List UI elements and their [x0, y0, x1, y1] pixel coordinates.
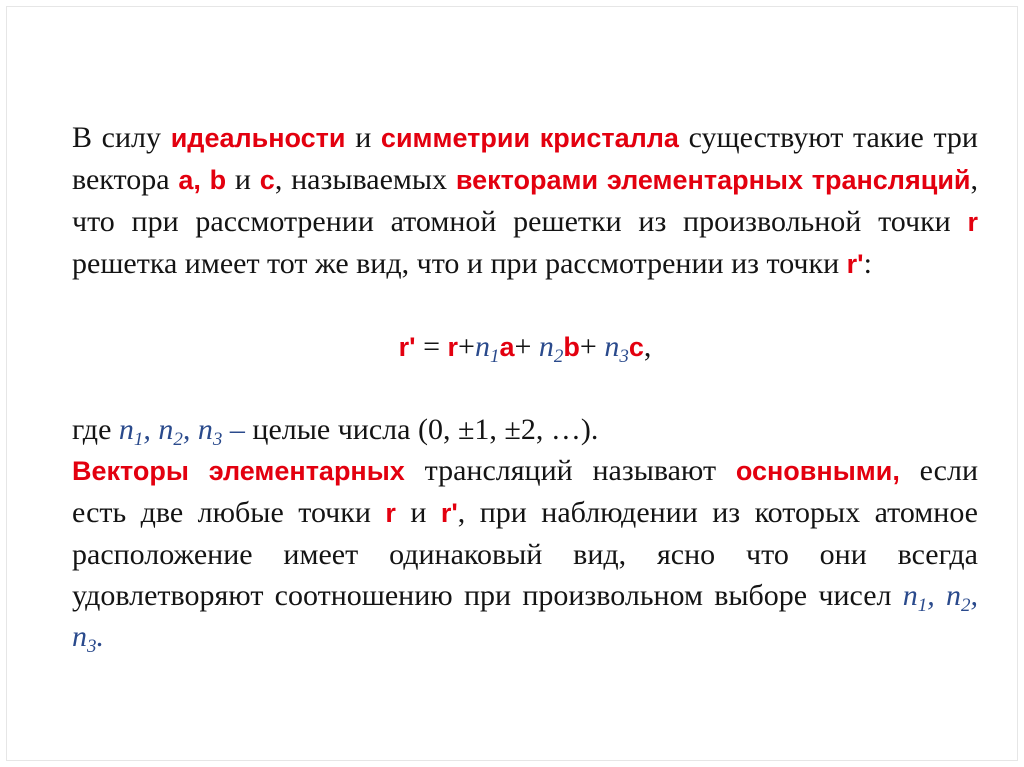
- formula-r: r: [447, 332, 459, 362]
- paragraph-integers: [72, 409, 978, 450]
- var-n2: n: [158, 413, 174, 446]
- separator: ,: [927, 579, 947, 612]
- formula-plus: +: [458, 330, 475, 363]
- term-crystal-symmetry: симметрии кристалла: [380, 123, 679, 153]
- formula-equals: =: [415, 330, 448, 363]
- text: и: [395, 496, 441, 529]
- separator: ,: [143, 413, 159, 446]
- text: [201, 163, 210, 196]
- formula-translation: [72, 326, 978, 368]
- text: трансляций называют: [404, 454, 736, 487]
- text: , называемых: [274, 163, 456, 196]
- paragraph-basic-vectors: [72, 450, 978, 657]
- formula-n2: n: [538, 330, 554, 363]
- formula-n2-sub: 2: [553, 346, 564, 367]
- term-basic: основными,: [735, 456, 900, 486]
- text: целые числа (0, ±1, ±2, …).: [252, 413, 599, 446]
- formula-a: a: [499, 332, 515, 362]
- formula-n1-sub: 1: [489, 346, 500, 367]
- var-n1: n: [118, 413, 134, 446]
- var-n3: n: [197, 413, 213, 446]
- var-n1-sub: 1: [917, 595, 928, 616]
- formula-c: c: [628, 332, 644, 362]
- formula-plus: +: [514, 330, 539, 363]
- text: где: [72, 413, 119, 446]
- text: если есть две любые точки: [72, 454, 979, 529]
- vector-b: b: [209, 165, 227, 195]
- var-n2-sub: 2: [173, 429, 183, 450]
- text: и: [226, 163, 260, 196]
- separator: ,: [970, 579, 979, 612]
- term-translation-vectors: Векторы элементарных: [72, 456, 405, 486]
- text: , что при рассмотрении атомной решетки из произвольной точки: [72, 163, 979, 238]
- text: решетка имеет тот же вид, что и при рассмотрении из точки: [72, 247, 847, 280]
- var-n2-sub: 2: [961, 595, 971, 616]
- var-n3-sub: 3: [87, 636, 97, 657]
- point-r: r: [967, 207, 978, 237]
- formula-b: b: [563, 332, 580, 362]
- text: и: [345, 121, 381, 154]
- text: :: [863, 247, 872, 280]
- paragraph-definition: [72, 117, 978, 285]
- point-r: r: [385, 498, 396, 528]
- var-n1-sub: 1: [133, 429, 144, 450]
- text: существуют такие три вектора: [72, 121, 978, 196]
- var-n1: n: [902, 579, 918, 612]
- term-translation-vectors: векторами элементарных трансляций: [455, 165, 971, 195]
- var-n2: n: [946, 579, 962, 612]
- var-n3-sub: 3: [212, 429, 223, 450]
- point-r-prime: r': [440, 498, 458, 528]
- formula-n1: n: [474, 330, 490, 363]
- dash: –: [222, 413, 253, 446]
- var-n3: n: [72, 620, 87, 653]
- period: .: [96, 620, 104, 653]
- text: В силу: [72, 121, 171, 154]
- slide-content: [72, 117, 978, 657]
- point-r-prime: r': [846, 249, 864, 279]
- formula-r-prime: r': [398, 332, 416, 362]
- formula-n3-sub: 3: [619, 346, 629, 367]
- formula-plus: +: [579, 330, 605, 363]
- formula-n3: n: [604, 330, 620, 363]
- text: , при наблюдении из которых атомное расположение имеет одинаковый вид, ясно что они всегда удовлетворяют соотношению при произвольном выборе чисел: [72, 496, 979, 612]
- term-ideality: идеальности: [170, 123, 346, 153]
- separator: ,: [182, 413, 198, 446]
- vector-c: c: [259, 165, 275, 195]
- vector-a: a,: [178, 165, 201, 195]
- formula-end: ,: [643, 330, 652, 363]
